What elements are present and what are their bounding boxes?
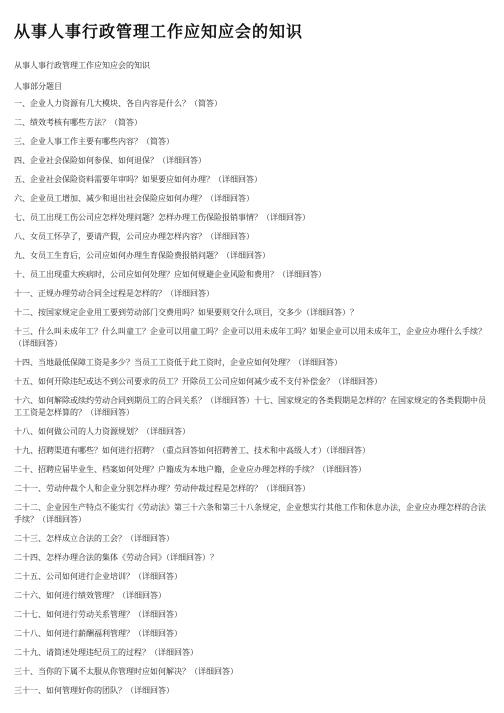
question-item: 七、员工出现工伤公司应怎样处理问题？怎样办理工伤保险报销事情？（详细回答） (14, 213, 310, 222)
question-item: 二十五、公司如何进行企业培训？（详细回答） (14, 572, 182, 581)
question-item: 二十、招聘应届毕业生、档案如何处理？户籍成为本地户籍，企业应办理怎样的手续？（详细回答） (14, 465, 366, 474)
question-list (14, 98, 490, 697)
question-item: 二十九、请简述处理违纪员工的过程？（详细回答） (14, 648, 198, 657)
question-item: 二十一、劳动仲裁个人和企业分别怎样办理？劳动仲裁过程是怎样的？（详细回答） (14, 484, 310, 493)
question-item: 二十六、如何进行绩效管理？（详细回答） (14, 591, 166, 600)
question-item: 八、女员工怀孕了，要请产假，公司应办理怎样内容？（详细回答） (14, 232, 254, 241)
question-item: 二十二、企业因生产特点不能实行《劳动法》第三十六条和第三十八条规定，企业想实行其他工作和休息办法，企业应办理怎样的合法手续？（详细回答） (14, 503, 486, 524)
question-item: 三十一、如何管理好你的团队？（详细回答） (14, 686, 174, 695)
question-item: 二十三、怎样成立合法的工会？（详细回答） (14, 534, 174, 543)
question-item: 二十七、如何进行劳动关系管理？（详细回答） (14, 610, 182, 619)
document-title: 从事人事行政管理工作应知应会的知识 (14, 22, 304, 41)
question-item: 十八、如何做公司的人力资源规划？（详细回答） (14, 427, 190, 436)
question-item: 十九、招聘渠道有哪些？如何进行招聘？（重点回答如何招聘普工、技术和中高级人才）（详细回答） (14, 446, 370, 455)
question-item: 六、企业员工增加、减少和退出社会保险应如何办理？（详细回答） (14, 194, 254, 203)
question-item: 十、员工出现重大疾病时，公司应如何处理？应如何规避企业风险和费用？（详细回答） (14, 270, 326, 279)
question-item: 四、企业社会保险如何参保、如何退保？（详细回答） (14, 156, 206, 165)
question-item: 十二、按国家规定企业用工要到劳动部门交费用吗？如果要则交什么项目，交多少（详细回答）？ (14, 308, 358, 317)
question-item: 二、绩效考核有哪些方法？（简答） (14, 118, 142, 127)
question-item: 二十八、如何进行薪酬福利管理？（详细回答） (14, 629, 182, 638)
question-item: 一、企业人力资源有几大模块、各自内容是什么？（简答） (14, 99, 222, 108)
question-item: 十三、什么叫未成年工？什么叫童工？企业可以用童工吗？企业可以用未成年工吗？如果企业可以用未成年工，企业应办理什么手续？（详细回答） (14, 327, 486, 348)
question-item: 十五、如何开除违纪或达不到公司要求的员工？开除员工公司应如何减少或不支付补偿金？（详细回答） (14, 377, 382, 386)
document-subtitle: 从事人事行政管理工作应知应会的知识 (14, 61, 150, 70)
question-item: 三十、当你的下属不太服从你管理时应如何解决？（详细回答） (14, 667, 238, 676)
question-item: 二十四、怎样办理合法的集体《劳动合同》（详细回答）？ (14, 553, 218, 562)
section-heading: 人事部分题目 (14, 82, 62, 91)
question-item: 十一、正规办理劳动合同全过程是怎样的？（详细回答） (14, 289, 214, 298)
question-item: 九、女员工生育后，公司应如何办理生育保险费报销问题？（详细回答） (14, 251, 270, 260)
question-item: 三、企业人事工作主要有哪些内容？（简答） (14, 137, 174, 146)
question-item: 十四、当地最低保障工资是多少？当员工工资低于此工资时，企业应如何处理？（详细回答） (14, 358, 342, 367)
question-item: 五、企业社会保险资料需要年审吗？如果要应如何办理？（详细回答） (14, 175, 262, 184)
question-item: 十六、如何解除或续约劳动合同到期员工的合同关系？（详细回答）十七、国家规定的各类假期是怎样的？在国家规定的各类假期中员工工资是怎样算的？（详细回答） (14, 396, 486, 417)
